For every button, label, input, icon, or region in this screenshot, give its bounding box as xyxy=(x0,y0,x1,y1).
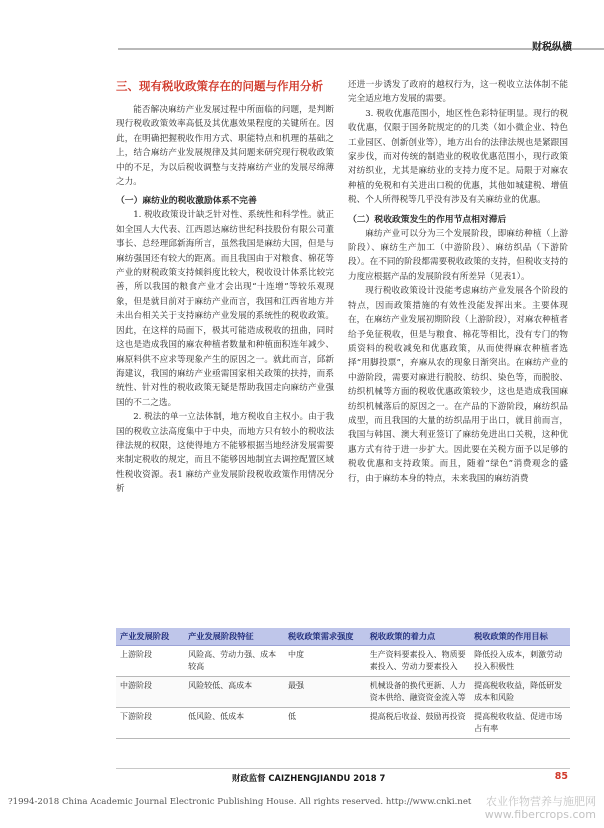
paragraph-1: 1. 税收政策设计缺乏针对性、系统性和科学性。就正如全国人大代表、江西恩达麻纺世纪科技股份有限公司董事长、总经理邱新海所言，虽然我国是麻纺大国，但是与麻纺强国还有较大的距离。而且我国由于对粮食、棉花等产业的财税政策支持倾斜度比较大，税收设计体系比较完善，所以我国的粮食产业才会出现“十连增”等较乐观现象，但是就目前对于麻纺产业而言，我国和江西省地方并未出台相关关于支持麻纺产业发展的系统性的税收政策。因此，在这样的局面下，极其可能造成税收的扭曲，同时这也是造成我国的麻农种植者数量和种植面积连年减少、麻原料供不应求等现象产生的原因之一。就此而言，邱新海建议，我国的麻纺产业亟需国家相关政策的扶持，而系统性、针对性的税收政策无疑是帮助我国走向麻纺产业强国的不二之选。 xyxy=(116,210,334,408)
table-cell: 中度 xyxy=(284,646,366,677)
table-cell: 风险较低、高成本 xyxy=(184,677,284,708)
table-header-cell: 税收政策的着力点 xyxy=(366,628,470,646)
table-cell: 提高税收收益，降低研发成本和风险 xyxy=(470,677,570,708)
table-cell: 生产资料要素投入、物质要素投入、劳动力要素投入 xyxy=(366,646,470,677)
stage-policy-table xyxy=(116,628,570,739)
section-label: 财税纵横 xyxy=(532,42,572,53)
table-header-cell: 税收政策需求强度 xyxy=(284,628,366,646)
table-cell: 上游阶段 xyxy=(116,646,184,677)
table-cell: 低 xyxy=(284,708,366,739)
right-column xyxy=(348,78,568,486)
subheading-2: （二）税收政策发生的作用节点相对滞后 xyxy=(348,214,507,225)
intro-paragraph: 能否解决麻纺产业发展过程中所面临的问题，是判断现行税收政策效率高低及其优惠效果程度的关键所在。因此，在明确把握税收作用方式、职能特点和机理的基础之上，结合麻纺产业发展规律及其问题来研究现行税收政策中的不足，为以后税收调整与支持麻纺产业的发展尽绵薄之力。 xyxy=(116,105,334,188)
paragraph-5: 现行税收政策设计没能考虑麻纺产业发展各个阶段的特点，因而政策措施的有效性没能发挥出来。主要体现在，在麻纺产业发展初期阶段（上游阶段），对麻农种植者给予免征税收，但是与粮食、棉花等相比，没有专门的物质资料的税收减免和优惠政策，从而使得麻农种植者选择“用脚投票”，弃麻从农的现象日渐突出。在麻纺产业的中游阶段，需要对麻进行脱胶、纺织、染色等，而脱胶、纺织机械等方面的税收优惠政策较少，这也是造成我国麻纺织机械落后的原因之一。在产品的下游阶段，麻纺织品成型，而且我国的大量的纺织品用于出口，就目前而言，我国与韩国、澳大利亚签订了麻纺免进出口关税，这种优惠方式有待于进一步扩大。因此要在关税方面予以足够的税收优惠和支持政策。而且，随着“绿色”消费观念的盛行，由于麻纺本身的特点，未来我国的麻纺消费 xyxy=(348,286,568,484)
section-heading: 三、现有税收政策存在的问题与作用分析 xyxy=(116,79,323,93)
table-row xyxy=(116,677,570,708)
table-cell: 低风险、低成本 xyxy=(184,708,284,739)
table-header-cell: 产业发展阶段特征 xyxy=(184,628,284,646)
table-row xyxy=(116,708,570,739)
paragraph-2: 2. 税法的单一立法体制，地方税收自主权小。由于我国的税收立法高度集中于中央，而地方只有较小的税收法律法规的权限，这使得地方不能够根据当地经济发展需要来制定税收的规定，而且不能够因地制宜去调控配置区域性税收资源。表1 麻纺产业发展阶段税收政策作用情况分析 xyxy=(116,412,334,495)
paragraph-4: 麻纺产业可以分为三个发展阶段，即麻纺种植（上游阶段）、麻纺生产加工（中游阶段）、麻纺织品（下游阶段）。在不同的阶段都需要税收政策的支持，但税收支持的力度应根据产品的发展阶段有所差异（见表1）。 xyxy=(348,228,568,282)
table-header-cell: 产业发展阶段 xyxy=(116,628,184,646)
table-cell: 提高税后收益、鼓励再投资 xyxy=(366,708,470,739)
footer-rule xyxy=(116,768,570,769)
table-header-cell: 税收政策的作用目标 xyxy=(470,628,570,646)
table-cell: 风险高、劳动力强、成本较高 xyxy=(184,646,284,677)
table-cell: 下游阶段 xyxy=(116,708,184,739)
journal-name: 财政监督 CAIZHENGJIANDU 2018 7 xyxy=(232,773,386,783)
table-cell: 最强 xyxy=(284,677,366,708)
table-cell: 降低投入成本，刺激劳动投入积极性 xyxy=(470,646,570,677)
paragraph-continued: 还进一步诱发了政府的越权行为，这一税收立法体制不能完全适应地方发展的需要。 xyxy=(348,80,568,105)
page-footer xyxy=(0,760,604,800)
table-cell: 中游阶段 xyxy=(116,677,184,708)
left-column xyxy=(116,78,334,497)
table-1 xyxy=(116,628,570,739)
paragraph-3: 3. 税收优惠范围小，地区性色彩特征明显。现行的税收优惠，仅限于国务院规定的的几类（如小微企业、特色工业园区、创新创业等），地方出台的法律法规也是紧跟国家步伐，而对传统的制造业的税收优惠范围小，现行政策对纺织业，尤其是麻纺业的支持力度不足。局限于对麻农种植的免税和有关进出口税的优惠，其他如城建税、增值税、个人所得税等几乎没有涉及有关麻纺业的优惠。 xyxy=(348,108,568,206)
table-cell: 机械设备的换代更新、人力资本供给、融资资金流入等 xyxy=(366,677,470,708)
table-header-row xyxy=(116,628,570,646)
page-header xyxy=(0,0,604,60)
watermark-line-2: www.fibercrops.com xyxy=(484,808,596,821)
table-row xyxy=(116,646,570,677)
watermark xyxy=(485,795,596,821)
copyright-line: ?1994-2018 China Academic Journal Electronic Publishing House. All rights reserved. http://www.cnki.net xyxy=(8,797,472,807)
page-number: 85 xyxy=(554,771,568,782)
table-cell: 提高税收收益、促进市场占有率 xyxy=(470,708,570,739)
subheading-1: （一）麻纺业的税收激励体系不完善 xyxy=(116,196,257,207)
watermark-line-1: 农业作物营养与施肥网 xyxy=(486,795,596,808)
